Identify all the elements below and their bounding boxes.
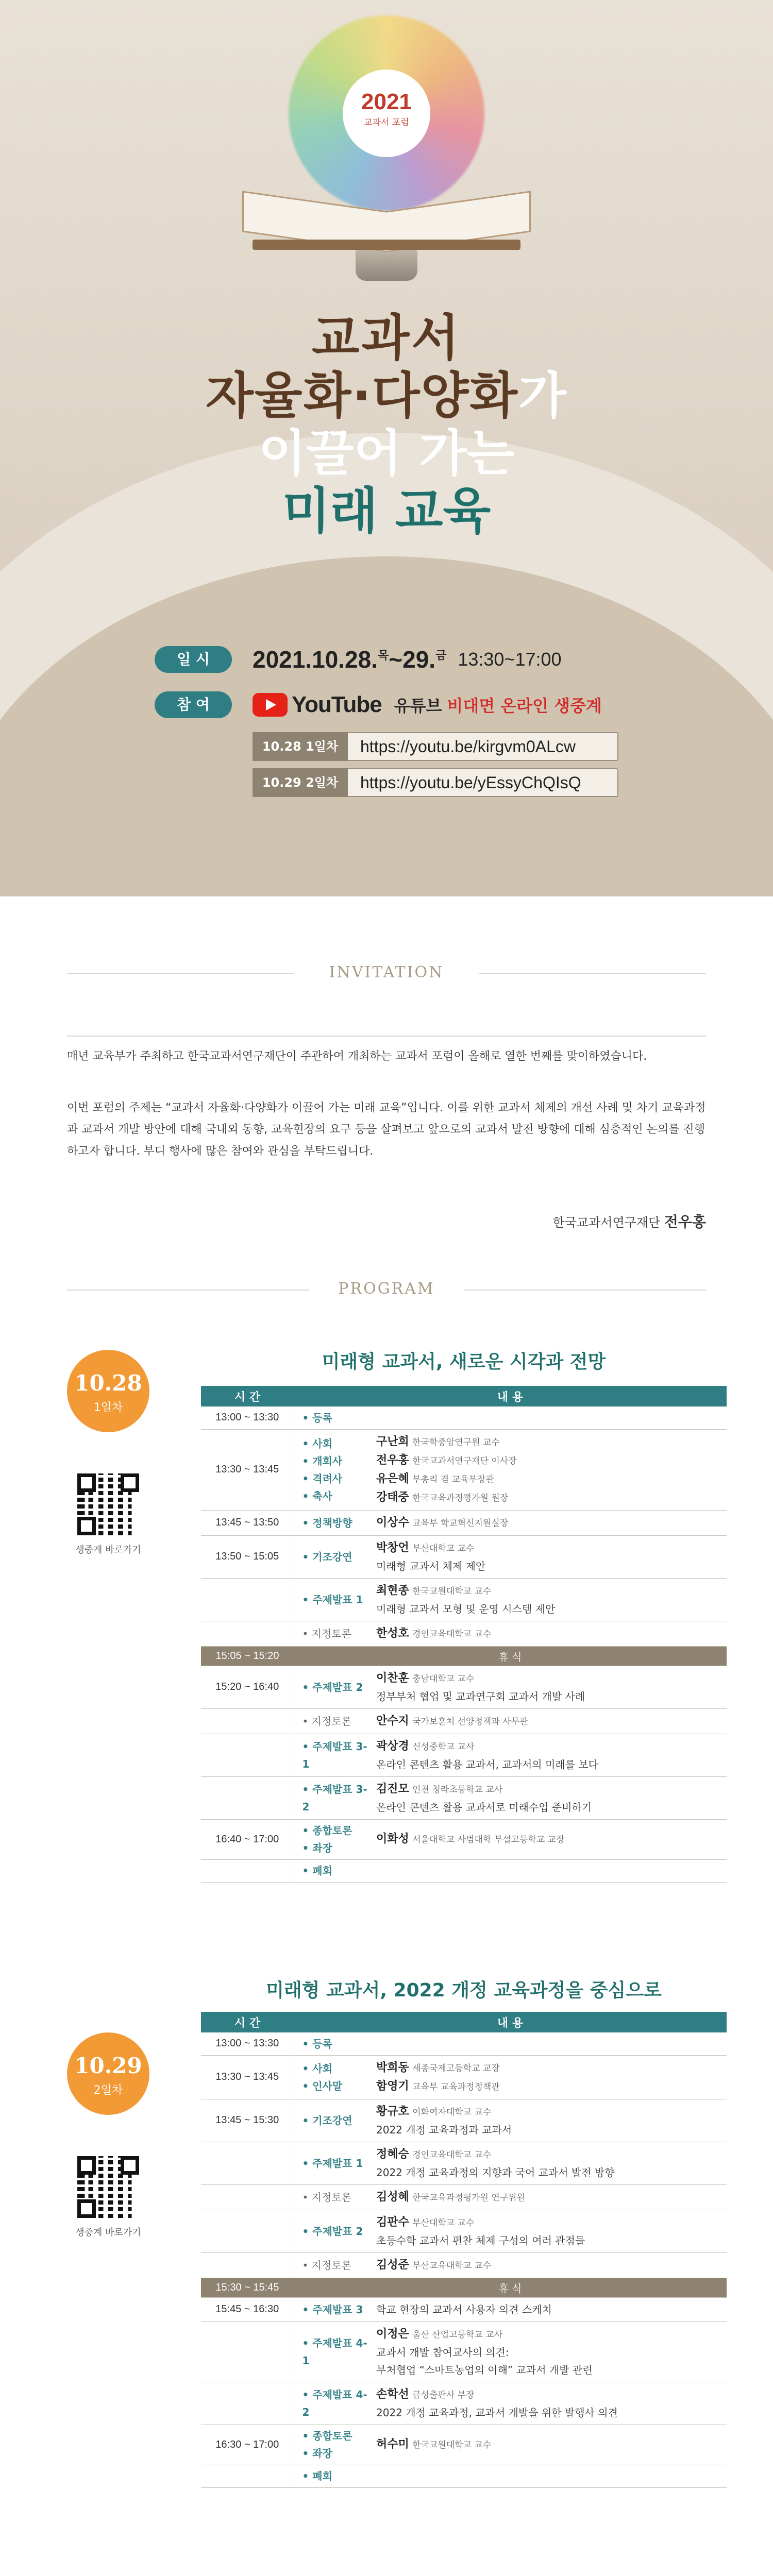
row-time bbox=[201, 1578, 294, 1621]
qr-code-day1[interactable] bbox=[77, 1473, 139, 1535]
col-content-header: 내 용 bbox=[294, 1386, 727, 1406]
day1-date-circle: 10.28 1일차 bbox=[67, 1350, 149, 1432]
session-type: • 기조강연 bbox=[294, 1535, 371, 1578]
speaker-affiliation: 국가보훈처 선양정책과 사무관 bbox=[412, 1716, 528, 1727]
session-type: • 등록 bbox=[294, 2032, 371, 2055]
speaker-name: 김판수 bbox=[376, 2215, 409, 2229]
speaker-name: 한성호 bbox=[376, 1626, 409, 1640]
event-date: 2021.10.28.$^목$~29.$^금$ bbox=[253, 646, 447, 673]
session-type: • 주제발표 1 bbox=[294, 1578, 371, 1621]
session-detail bbox=[371, 2382, 727, 2425]
speaker-name: 손학선 bbox=[376, 2387, 409, 2401]
speaker-name: 김성혜 bbox=[376, 2190, 409, 2204]
speaker-affiliation: 인천 청라초등학교 교사 bbox=[412, 1784, 503, 1795]
session-detail bbox=[371, 1406, 727, 1429]
program-row bbox=[201, 1859, 727, 1882]
hero-banner bbox=[0, 0, 773, 896]
session-topic: 2022 개정 교육과정의 지향과 국어 교과서 발전 방향 bbox=[376, 2166, 615, 2179]
badge-year: 2021 bbox=[361, 89, 412, 114]
session-type: • 사회 • 개회사 • 격려사 • 축사 bbox=[294, 1429, 371, 1510]
col-time-header: 시 간 bbox=[201, 1386, 294, 1406]
row-time: 13:45 ~ 15:30 bbox=[201, 2099, 294, 2142]
day2-date-circle: 10.29 2일차 bbox=[67, 2032, 149, 2115]
program-row bbox=[201, 1708, 727, 1734]
speaker-name: 구난희 bbox=[376, 1435, 409, 1448]
program-row bbox=[201, 2210, 727, 2252]
invitation-paragraph-1: 매년 교육부가 주최하고 한국교과서연구재단이 주관하여 개최하는 교과서 포럼이 올해로 열한 번째를 맞이하였습니다. bbox=[67, 1050, 647, 1063]
session-topic: 정부부처 협업 및 교과연구회 교과서 개발 사례 bbox=[376, 1690, 585, 1703]
day2-title: 미래형 교과서, 2022 개정 교육과정을 중심으로 bbox=[266, 1980, 662, 2001]
speaker-affiliation: 부산대학교 교수 bbox=[412, 2217, 475, 2228]
speaker-affiliation: 부산대학교 교수 bbox=[412, 1543, 475, 1554]
invitation-signature: 한국교과서연구재단 전우홍 bbox=[552, 1213, 706, 1230]
session-detail bbox=[371, 1819, 727, 1859]
program-row bbox=[201, 2252, 727, 2278]
program-row bbox=[201, 1776, 727, 1819]
speaker bbox=[376, 1451, 721, 1470]
day1-title: 미래형 교과서, 새로운 시각과 전망 bbox=[322, 1351, 606, 1372]
speaker-affiliation: 한국교원대학교 교수 bbox=[412, 2440, 492, 2450]
speaker bbox=[376, 2059, 721, 2077]
session-type: • 정책방향 bbox=[294, 1510, 371, 1535]
speaker bbox=[376, 1712, 721, 1731]
speaker-name: 강태중 bbox=[376, 1490, 409, 1504]
speaker-name: 최현종 bbox=[376, 1584, 409, 1597]
speaker-affiliation: 충남대학교 교수 bbox=[412, 1673, 475, 1684]
session-type: • 지정토론 bbox=[294, 2184, 371, 2210]
speaker bbox=[376, 1582, 721, 1600]
badge-subtitle: 교과서 포럼 bbox=[364, 117, 409, 128]
session-type: • 사회 • 인사말 bbox=[294, 2055, 371, 2099]
speaker-affiliation: 경인교육대학교 교수 bbox=[412, 2149, 492, 2160]
day2-program-table bbox=[201, 2012, 727, 2488]
speaker-name: 전우홍 bbox=[376, 1453, 409, 1467]
speaker bbox=[376, 1539, 721, 1557]
session-topic: 미래형 교과서 모형 및 운영 시스템 제안 bbox=[376, 1602, 556, 1615]
program-row bbox=[201, 2099, 727, 2142]
row-time: 13:30 ~ 13:45 bbox=[201, 2055, 294, 2099]
program-row bbox=[201, 2032, 727, 2055]
session-detail bbox=[371, 2297, 727, 2321]
session-type: • 지정토론 bbox=[294, 1708, 371, 1734]
date-row bbox=[155, 641, 629, 677]
session-detail bbox=[371, 1578, 727, 1621]
row-time: 13:50 ~ 15:05 bbox=[201, 1535, 294, 1578]
session-type: • 주제발표 4-1 bbox=[294, 2321, 371, 2382]
session-type: • 종합토론 • 좌장 bbox=[294, 1819, 371, 1859]
speaker-affiliation: 교육부 교육과정정책관 bbox=[412, 2081, 500, 2092]
program-row bbox=[201, 1429, 727, 1510]
session-type: • 주제발표 2 bbox=[294, 2210, 371, 2252]
row-time bbox=[201, 2465, 294, 2487]
speaker bbox=[376, 1830, 721, 1849]
row-time bbox=[201, 2210, 294, 2252]
session-type: • 기조강연 bbox=[294, 2099, 371, 2142]
session-type: • 주제발표 3-2 bbox=[294, 1776, 371, 1819]
row-time bbox=[201, 1621, 294, 1646]
row-time: 15:45 ~ 16:30 bbox=[201, 2297, 294, 2321]
invitation-paragraph-2: 이번 포럼의 주제는 “교과서 자율화·다양화가 이끌어 가는 미래 교육”입니다. 이를 위한 교과서 체제의 개선 사례 및 차기 교육과정과 교과서 개발 방안에 대해 국내외 동향, 교육현장의 요구 등을 살펴보고 앞으로의 교과서 발전 방향에 대해 심층적인 논의를 진행하고자 합니다. 부디 행사에 많은 참여와 관심을 부탁드립니다. bbox=[67, 1101, 706, 1158]
speaker-affiliation: 한국교육과정평가원 원장 bbox=[412, 1493, 509, 1503]
speaker bbox=[376, 1737, 721, 1756]
speaker-name: 김성준 bbox=[376, 2258, 409, 2272]
date-label: 일 시 bbox=[155, 646, 232, 673]
break-label: 휴 식 bbox=[294, 2278, 727, 2297]
speaker bbox=[376, 1433, 721, 1451]
youtube-korean-label: 유튜브 bbox=[394, 696, 442, 716]
speaker bbox=[376, 1669, 721, 1688]
speaker-affiliation: 부총리 겸 교육부장관 bbox=[412, 1474, 494, 1485]
speaker-name: 김진모 bbox=[376, 1782, 409, 1795]
program-row bbox=[201, 1819, 727, 1859]
session-topic: 미래형 교과서 체제 제안 bbox=[376, 1560, 486, 1572]
title-line-4: 미래 교육 bbox=[282, 482, 491, 540]
youtube-logo: YouTube bbox=[253, 692, 382, 718]
session-type: • 폐회 bbox=[294, 1859, 371, 1882]
speaker bbox=[376, 2103, 721, 2121]
program-row bbox=[201, 1510, 727, 1535]
program-row bbox=[201, 2465, 727, 2487]
speaker-name: 곽상경 bbox=[376, 1739, 409, 1753]
session-type: • 폐회 bbox=[294, 2465, 371, 2487]
col-time-header: 시 간 bbox=[201, 2012, 294, 2032]
speaker-affiliation: 신성중학교 교사 bbox=[412, 1741, 475, 1752]
speaker-name: 박창언 bbox=[376, 1541, 409, 1554]
event-time: 13:30~17:00 bbox=[458, 649, 562, 670]
program-row bbox=[201, 1646, 727, 1666]
qr-label: 생중계 바로가기 bbox=[75, 1545, 141, 1555]
speaker-name: 이정은 bbox=[376, 2327, 409, 2341]
row-time bbox=[201, 2382, 294, 2425]
hero-title bbox=[0, 309, 773, 540]
speaker bbox=[376, 2385, 721, 2404]
speaker-name: 황규호 bbox=[376, 2105, 409, 2118]
session-detail bbox=[371, 2252, 727, 2278]
session-detail bbox=[371, 2321, 727, 2382]
break-label: 휴 식 bbox=[294, 1646, 727, 1666]
invitation-heading: INVITATION bbox=[329, 963, 444, 981]
program-row bbox=[201, 2382, 727, 2425]
row-time: 13:00 ~ 13:30 bbox=[201, 1406, 294, 1429]
speaker bbox=[376, 1488, 721, 1507]
program-row bbox=[201, 2055, 727, 2099]
program-row bbox=[201, 2297, 727, 2321]
qr-code-day2[interactable] bbox=[77, 2156, 139, 2218]
speaker-affiliation: 한국교육과정평가원 연구위원 bbox=[412, 2192, 526, 2203]
online-stream-label: 비대면 온라인 생중계 bbox=[447, 696, 602, 716]
speaker-name: 정혜승 bbox=[376, 2147, 409, 2161]
speaker bbox=[376, 2213, 721, 2232]
speaker-name: 유은혜 bbox=[376, 1472, 409, 1485]
stream-link-day-label: 10.29 2일차 bbox=[253, 768, 348, 797]
session-detail bbox=[371, 2184, 727, 2210]
speaker bbox=[376, 2077, 721, 2096]
day1-program-table bbox=[201, 1386, 727, 1883]
session-detail bbox=[371, 1429, 727, 1510]
session-detail bbox=[371, 2055, 727, 2099]
program-row bbox=[201, 1535, 727, 1578]
session-detail bbox=[371, 1708, 727, 1734]
row-time bbox=[201, 2252, 294, 2278]
session-topic: 2022 개정 교육과정과 교과서 bbox=[376, 2123, 512, 2136]
session-detail bbox=[371, 2032, 727, 2055]
row-time: 16:30 ~ 17:00 bbox=[201, 2425, 294, 2465]
qr-label: 생중계 바로가기 bbox=[75, 2227, 141, 2238]
program-row bbox=[201, 1406, 727, 1429]
session-detail bbox=[371, 1535, 727, 1578]
program-row bbox=[201, 1578, 727, 1621]
join-row bbox=[155, 687, 629, 723]
lightbulb-socket-graphic bbox=[356, 250, 417, 281]
row-time: 13:30 ~ 13:45 bbox=[201, 1429, 294, 1510]
session-detail bbox=[371, 1734, 727, 1776]
day2-marker bbox=[57, 2032, 160, 2239]
row-time bbox=[201, 1859, 294, 1882]
stream-link-day1[interactable] bbox=[253, 732, 618, 761]
session-detail bbox=[371, 2210, 727, 2252]
speaker-affiliation: 세종국제고등학교 교장 bbox=[412, 2063, 500, 2074]
row-time: 13:00 ~ 13:30 bbox=[201, 2032, 294, 2055]
row-time bbox=[201, 2184, 294, 2210]
program-row bbox=[201, 2425, 727, 2465]
session-detail bbox=[371, 2425, 727, 2465]
stream-link-url[interactable]: https://youtu.be/yEssyChQIsQ bbox=[360, 773, 581, 792]
speaker-affiliation: 한국교원대학교 교수 bbox=[412, 1586, 492, 1597]
program-row bbox=[201, 2142, 727, 2184]
row-time bbox=[201, 2321, 294, 2382]
speaker-name: 이상수 bbox=[376, 1516, 409, 1529]
session-topic: 부처협업 “스마트농업의 이해” 교과서 개발 관련 bbox=[376, 2363, 593, 2376]
session-detail bbox=[371, 1666, 727, 1708]
row-time: 15:30 ~ 15:45 bbox=[201, 2278, 294, 2297]
speaker-name: 함영기 bbox=[376, 2079, 409, 2093]
title-line-3: 이끌어 가는 bbox=[258, 425, 515, 482]
forum-badge bbox=[343, 70, 430, 157]
youtube-play-icon bbox=[253, 693, 288, 717]
speaker-affiliation: 경인교육대학교 교수 bbox=[412, 1629, 492, 1639]
col-content-header: 내 용 bbox=[294, 2012, 727, 2032]
stream-link-day2[interactable] bbox=[253, 768, 618, 797]
session-detail bbox=[371, 1859, 727, 1882]
speaker bbox=[376, 2188, 721, 2207]
speaker bbox=[376, 2435, 721, 2454]
day1-marker bbox=[57, 1350, 160, 1556]
speaker bbox=[376, 1780, 721, 1799]
speaker-name: 허수미 bbox=[376, 2438, 409, 2451]
session-type: • 주제발표 1 bbox=[294, 2142, 371, 2184]
session-type: • 주제발표 3 bbox=[294, 2297, 371, 2321]
stream-link-day-label: 10.28 1일차 bbox=[253, 732, 348, 761]
speaker bbox=[376, 1624, 721, 1643]
speaker-affiliation: 한국학중앙연구원 교수 bbox=[412, 1437, 500, 1448]
speaker-affiliation: 울산 산업고등학교 교사 bbox=[412, 2329, 503, 2340]
row-time bbox=[201, 2142, 294, 2184]
join-label: 참 여 bbox=[155, 691, 232, 718]
row-time: 15:20 ~ 16:40 bbox=[201, 1666, 294, 1708]
open-book-graphic bbox=[242, 191, 531, 252]
speaker-name: 이화성 bbox=[376, 1833, 409, 1845]
program-row bbox=[201, 1621, 727, 1646]
divider bbox=[67, 1036, 706, 1037]
session-detail bbox=[371, 2099, 727, 2142]
program-heading: PROGRAM bbox=[338, 1280, 435, 1298]
row-time bbox=[201, 1776, 294, 1819]
speaker bbox=[376, 2325, 721, 2344]
speaker-name: 박희동 bbox=[376, 2061, 409, 2074]
speaker bbox=[376, 1470, 721, 1488]
speaker-name: 이찬훈 bbox=[376, 1671, 409, 1685]
row-time: 16:40 ~ 17:00 bbox=[201, 1819, 294, 1859]
session-type: • 주제발표 3-1 bbox=[294, 1734, 371, 1776]
session-topic: 온라인 콘텐츠 활용 교과서, 교과서의 미래를 보다 bbox=[376, 1758, 598, 1771]
session-topic: 2022 개정 교육과정, 교과서 개발을 위한 발행사 의견 bbox=[376, 2406, 618, 2419]
row-time bbox=[201, 1734, 294, 1776]
speaker bbox=[376, 2145, 721, 2164]
speaker-affiliation: 이화여자대학교 교수 bbox=[412, 2107, 492, 2117]
session-type: • 주제발표 2 bbox=[294, 1666, 371, 1708]
program-row bbox=[201, 2321, 727, 2382]
row-time bbox=[201, 1708, 294, 1734]
title-line-2: 자율화·다양화가 bbox=[206, 367, 567, 425]
speaker-name: 안수지 bbox=[376, 1714, 409, 1727]
event-info bbox=[155, 641, 629, 804]
session-detail bbox=[371, 2465, 727, 2487]
session-detail bbox=[371, 1776, 727, 1819]
speaker-affiliation: 교육부 학교혁신지원실장 bbox=[412, 1518, 509, 1529]
row-time: 13:45 ~ 13:50 bbox=[201, 1510, 294, 1535]
program-row bbox=[201, 1666, 727, 1708]
speaker-affiliation: 금성출판사 부장 bbox=[412, 2389, 475, 2400]
speaker-affiliation: 한국교과서연구재단 이사장 bbox=[412, 1455, 517, 1466]
session-topic: 온라인 콘텐츠 활용 교과서로 미래수업 준비하기 bbox=[376, 1801, 592, 1814]
program-row bbox=[201, 2278, 727, 2297]
speaker-affiliation: 부산교육대학교 교수 bbox=[412, 2260, 492, 2271]
row-time: 15:05 ~ 15:20 bbox=[201, 1646, 294, 1666]
session-detail bbox=[371, 1621, 727, 1646]
speaker bbox=[376, 2256, 721, 2275]
session-detail bbox=[371, 2142, 727, 2184]
session-type: • 종합토론 • 좌장 bbox=[294, 2425, 371, 2465]
session-topic: 학교 현장의 교과서 사용자 의견 스케치 bbox=[376, 2303, 552, 2316]
session-type: • 지정토론 bbox=[294, 1621, 371, 1646]
program-row bbox=[201, 1734, 727, 1776]
stream-link-url[interactable]: https://youtu.be/kirgvm0ALcw bbox=[360, 737, 576, 756]
session-type: • 등록 bbox=[294, 1406, 371, 1429]
session-type: • 주제발표 4-2 bbox=[294, 2382, 371, 2425]
session-topic: 초등수학 교과서 편찬 체제 구성의 여러 관점들 bbox=[376, 2234, 585, 2247]
session-topic: 교과서 개발 참여교사의 의견: bbox=[376, 2346, 509, 2359]
session-detail bbox=[371, 1510, 727, 1535]
speaker bbox=[376, 1514, 721, 1532]
title-line-1: 교과서 bbox=[311, 309, 462, 367]
session-type: • 지정토론 bbox=[294, 2252, 371, 2278]
program-row bbox=[201, 2184, 727, 2210]
speaker-affiliation: 서울대학교 사범대학 부설고등학교 교장 bbox=[412, 1835, 565, 1845]
